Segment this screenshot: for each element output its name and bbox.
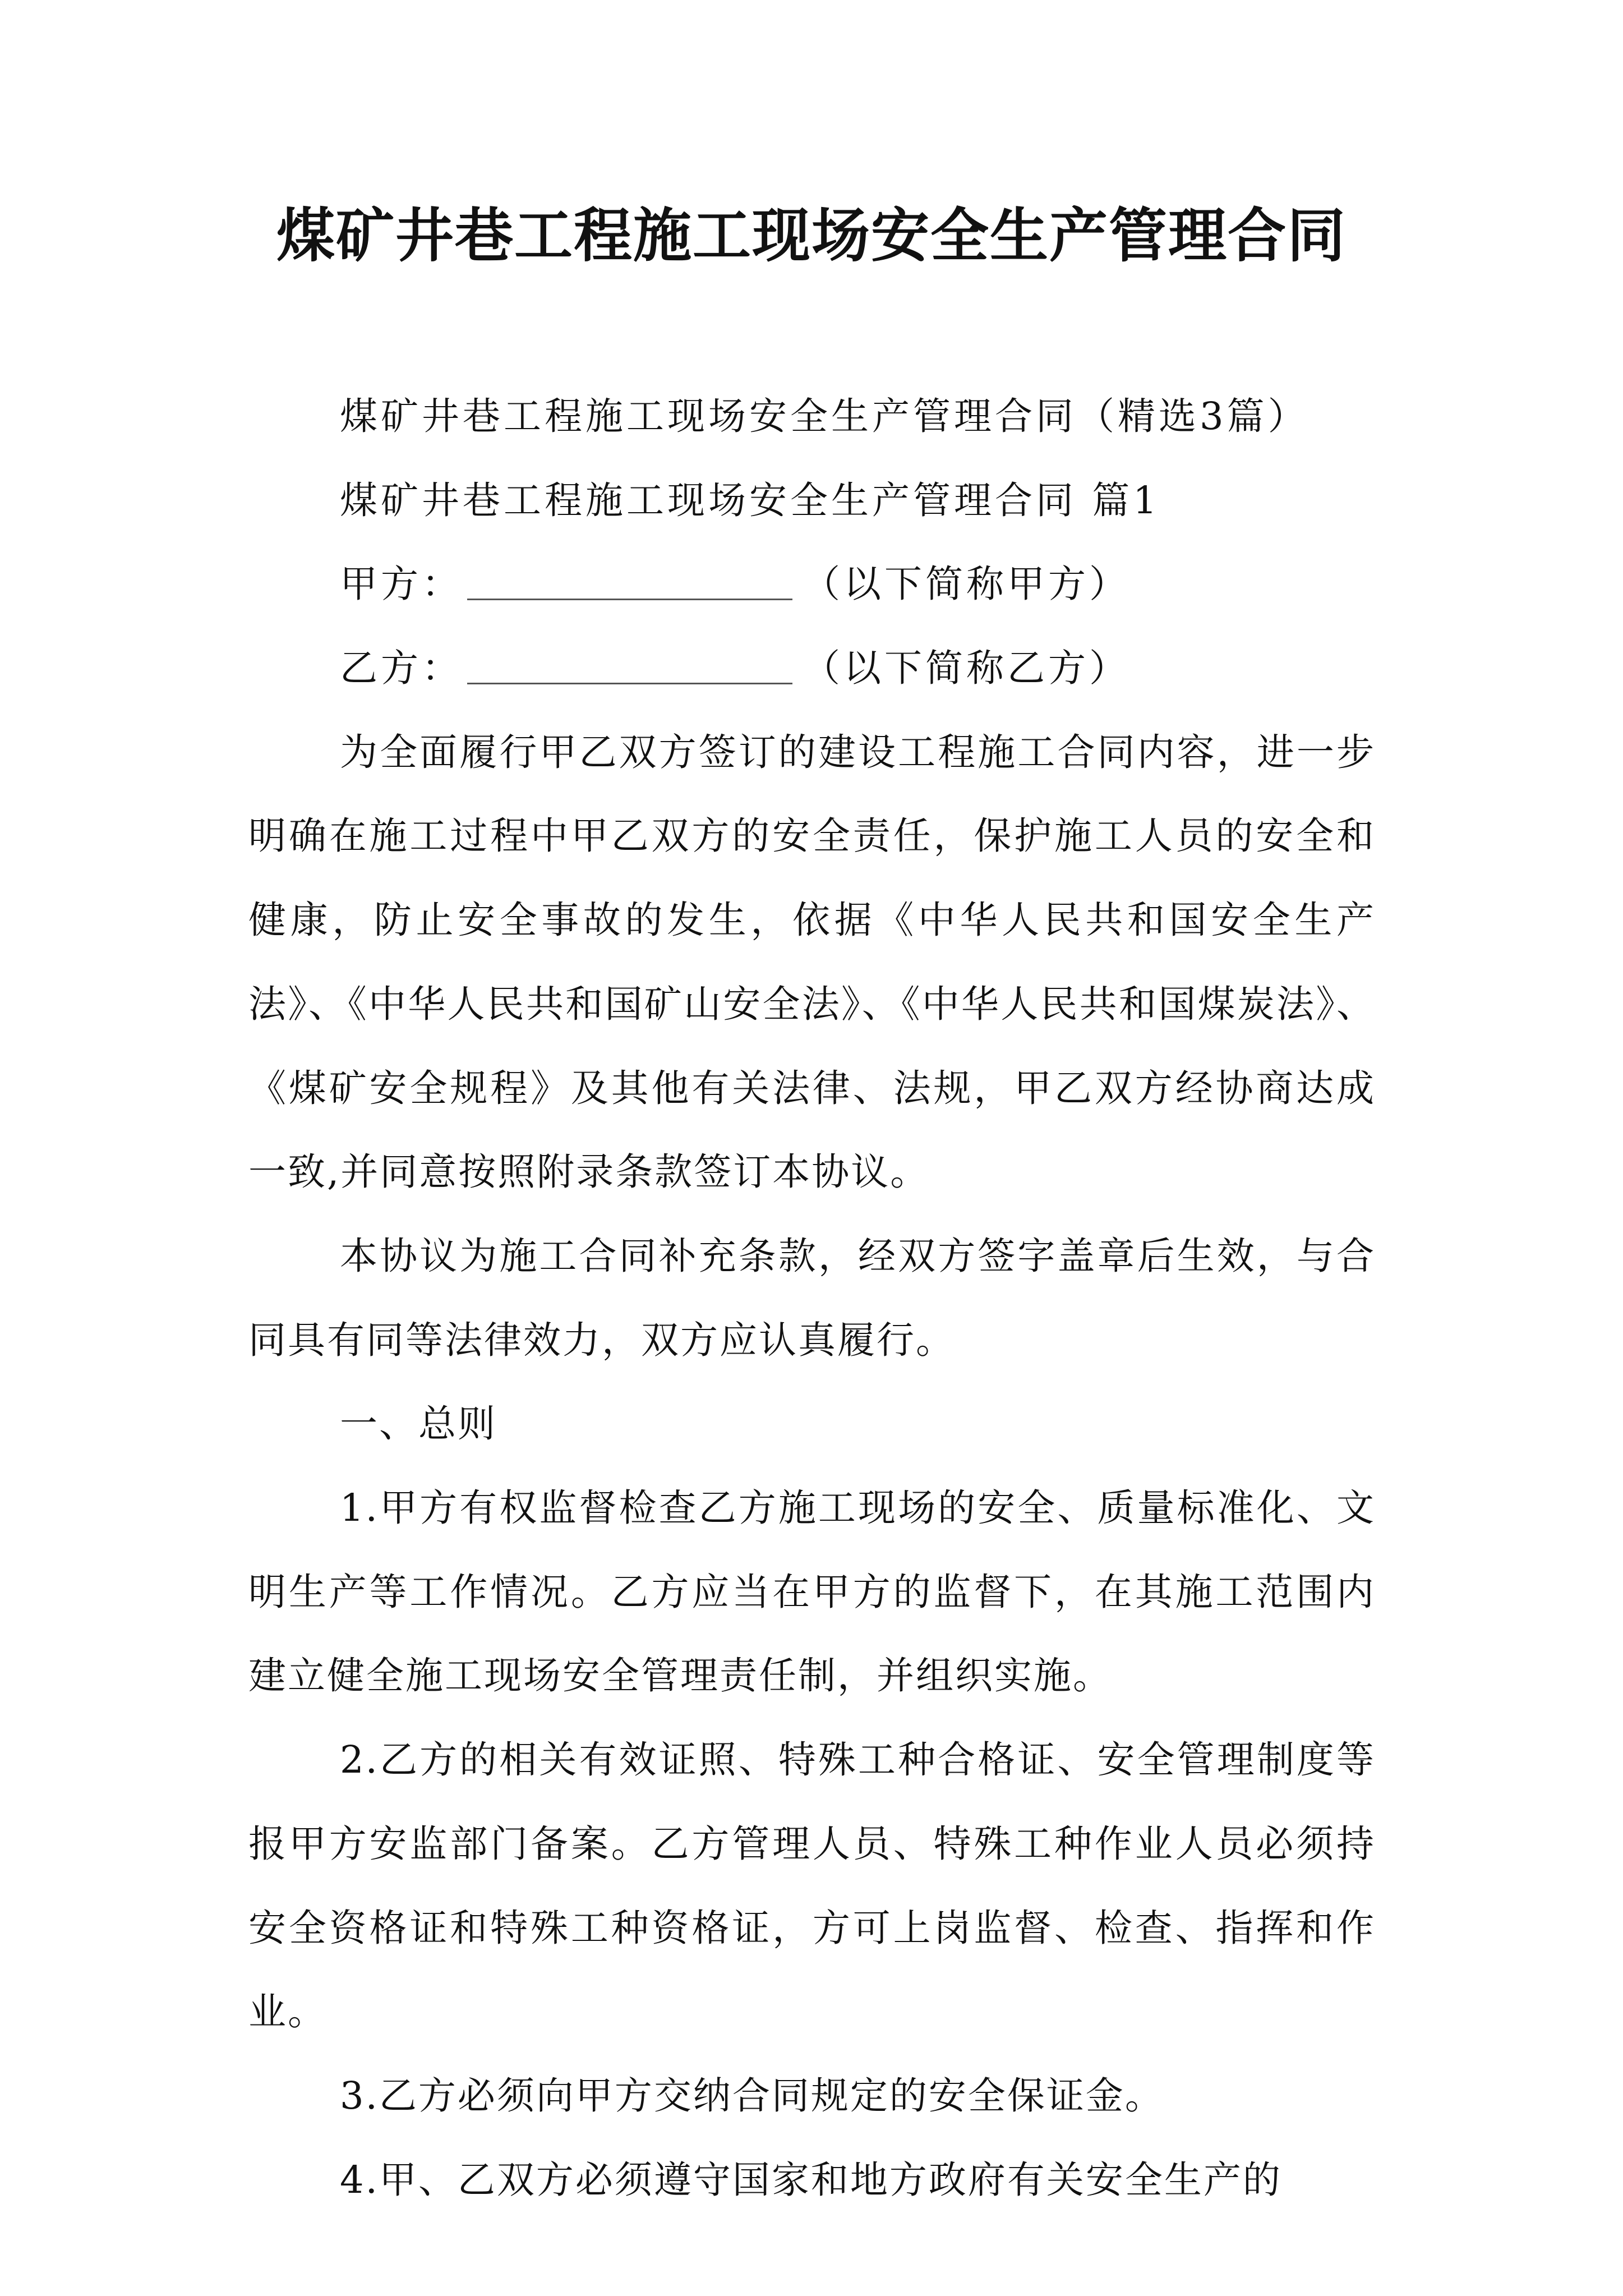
document-body <box>248 375 1376 2222</box>
clause-4: 4.甲、乙双方必须遵守国家和地方政府有关安全生产的 <box>340 2157 1282 2202</box>
party-a-label: 甲方： <box>340 562 463 606</box>
party-a-line <box>248 542 1376 627</box>
clause-1: 1.甲方有权监督检查乙方施工现场的安全、质量标准化、文明生产等工作情况。乙方应当在甲方的监督下，在其施工范围内建立健全施工现场安全管理责任制，并组织实施。 <box>248 1486 1376 1698</box>
paragraph-purpose: 为全面履行甲乙双方签订的建设工程施工合同内容，进一步明确在施工过程中甲乙双方的安全责任，保护施工人员的安全和健康，防止安全事故的发生，依据《中华人民共和国安全生产法》、《中华人民共和国矿山安全法》、《中华人民共和国煤炭法》、《煤矿安全规程》及其他有关法律、法规，甲乙双方经协商达成一致,并同意按照附录条款签订本协议。 <box>248 730 1376 1194</box>
clause-3: 3.乙方必须向甲方交纳合同规定的安全保证金。 <box>340 2074 1164 2118</box>
party-a-blank <box>467 559 792 600</box>
section-heading: 煤矿井巷工程施工现场安全生产管理合同 篇1 <box>340 478 1160 522</box>
heading-general-provisions: 一、总则 <box>340 1402 497 1446</box>
party-b-label: 乙方： <box>340 646 463 691</box>
party-b-note: （以下简称乙方） <box>803 646 1130 691</box>
party-b-line <box>248 627 1376 711</box>
document-title: 煤矿井巷工程施工现场安全生产管理合同 <box>276 201 1347 270</box>
party-b-blank <box>467 643 792 684</box>
clause-2: 2.乙方的相关有效证照、特殊工种合格证、安全管理制度等报甲方安监部门备案。乙方管理人员、特殊工种作业人员必须持安全资格证和特殊工种资格证，方可上岗监督、检查、指挥和作业。 <box>248 1738 1376 2034</box>
party-a-note: （以下简称甲方） <box>803 562 1130 606</box>
paragraph-validity: 本协议为施工合同补充条款，经双方签字盖章后生效，与合同具有同等法律效力，双方应认真履行。 <box>248 1234 1376 1362</box>
document-subtitle: 煤矿井巷工程施工现场安全生产管理合同（精选3篇） <box>340 394 1309 438</box>
